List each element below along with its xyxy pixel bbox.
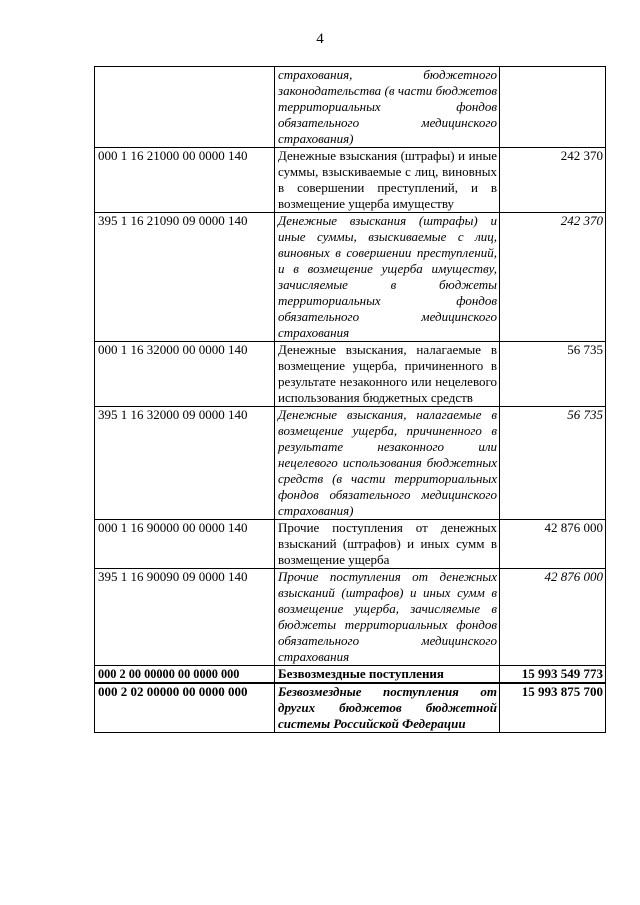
- table-row: [95, 569, 606, 666]
- table-row: [95, 342, 606, 407]
- row-code: 000 2 02 00000 00 0000 000: [95, 683, 275, 733]
- row-amount: 242 370: [500, 148, 606, 213]
- row-amount: 56 735: [500, 342, 606, 407]
- row-code: 395 1 16 90090 09 0000 140: [95, 569, 275, 666]
- row-description: Денежные взыскания (штрафы) и иные суммы, взыскиваемые с лиц, виновных в совершении преступлений, и в возмещение ущерба имуществу, зачисляемые в бюджеты территориальных фондов обязательного медицинского страхования: [275, 213, 500, 342]
- row-code: 000 2 00 00000 00 0000 000: [95, 666, 275, 684]
- row-description: Денежные взыскания (штрафы) и иные суммы, взыскиваемые с лиц, виновных в совершении преступлений, и в возмещение ущерба имуществу: [275, 148, 500, 213]
- row-description: Безвозмездные поступления: [275, 666, 500, 684]
- row-description: Денежные взыскания, налагаемые в возмещение ущерба, причиненного в результате незаконного или нецелевого использования бюджетных средств: [275, 342, 500, 407]
- row-amount: [500, 67, 606, 148]
- row-code: [95, 67, 275, 148]
- row-code: 000 1 16 90000 00 0000 140: [95, 520, 275, 569]
- row-description: страхования, бюджетного законодательства (в части бюджетов территориальных фондов обязательного медицинского страхования): [275, 67, 500, 148]
- row-amount: 15 993 549 773: [500, 666, 606, 684]
- row-description: Прочие поступления от денежных взысканий (штрафов) и иных сумм в возмещение ущерба, зачисляемые в бюджеты территориальных фондов обязательного медицинского страхования: [275, 569, 500, 666]
- row-code: 000 1 16 32000 00 0000 140: [95, 342, 275, 407]
- table-row: [95, 666, 606, 684]
- row-amount: 42 876 000: [500, 520, 606, 569]
- page-number: 4: [316, 31, 324, 47]
- table-row: [95, 683, 606, 733]
- budget-revenue-table: [94, 66, 606, 733]
- table-row: [95, 520, 606, 569]
- row-description: Денежные взыскания, налагаемые в возмещение ущерба, причиненного в результате незаконного или нецелевого использования бюджетных средств (в части территориальных фондов обязательного медицинского страхования): [275, 407, 500, 520]
- row-code: 000 1 16 21000 00 0000 140: [95, 148, 275, 213]
- row-description: Безвозмездные поступления от других бюджетов бюджетной системы Российской Федерации: [275, 683, 500, 733]
- table-row: [95, 67, 606, 148]
- row-amount: 56 735: [500, 407, 606, 520]
- row-amount: 42 876 000: [500, 569, 606, 666]
- row-description: Прочие поступления от денежных взысканий (штрафов) и иных сумм в возмещение ущерба: [275, 520, 500, 569]
- row-amount: 15 993 875 700: [500, 683, 606, 733]
- row-amount: 242 370: [500, 213, 606, 342]
- row-code: 395 1 16 21090 09 0000 140: [95, 213, 275, 342]
- table-row: [95, 148, 606, 213]
- table-row: [95, 213, 606, 342]
- table-row: [95, 407, 606, 520]
- row-code: 395 1 16 32000 09 0000 140: [95, 407, 275, 520]
